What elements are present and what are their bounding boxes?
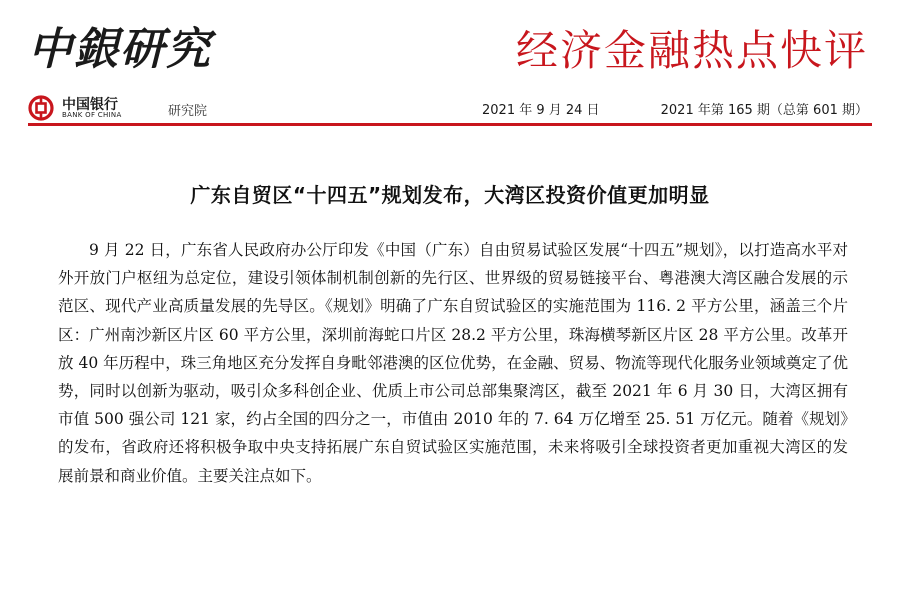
bank-of-china-logo [28,94,166,124]
article-title: 广东自贸区“十四五”规划发布，大湾区投资价值更加明显 [190,183,710,207]
institute-label: 研究院 [168,104,208,119]
header-divider [28,123,872,126]
header-row [28,94,872,124]
bank-of-china-emblem-icon [28,95,54,121]
report-series-title: 经济金融热点快评 [515,26,868,75]
article-paragraph: 9 月 22 日，广东省人民政府办公厅印发《中国（广东）自由贸易试验区发展“十四五”规划》，以打造高水平对外开放门户枢纽为总定位，建设引领体制机制创新的先行区、世界级的贸易链接平台、粤港澳大湾区融合发展的示范区、现代产业高质量发展的先导区。《规划》明确了广东自贸试验区的实施范围为 116. 2 平方公里，涵盖三个片区：广州南沙新区片区 60 平方公里，深圳前海蛇口片区 28.2 平方公里，珠海横琴新区片区 28 平方公里。改革开放 40 年历程中，珠三角地区充分发挥自身毗邻港澳的区位优势，在金融、贸易、物流等现代化服务业领域奠定了优势，同时以创新为驱动，吸引众多科创企业、优质上市公司总部集聚湾区，截至 2021 年 6 月 30 日，大湾区拥有市值 500 强公司 121 家，约占全国的四分之一，市值由 2010 年的 7. 64 万亿增至 25. 51 万亿元。随着《规划》的发布，省政府还将积极争取中央支持拓展广东自贸试验区实施范围，未来将吸引全球投资者更加重视大湾区的发展前景和商业价值。主要关注点如下。 [58,241,848,485]
brand-calligraphy-logo: 中銀研究 [28,24,212,75]
issue-date: 2021 年 9 月 24 日 [482,103,600,118]
bank-name-cn: 中国银行 [62,97,118,113]
issue-number: 2021 年第 165 期（总第 601 期） [660,103,868,118]
bank-name-en: BANK OF CHINA [62,111,122,119]
